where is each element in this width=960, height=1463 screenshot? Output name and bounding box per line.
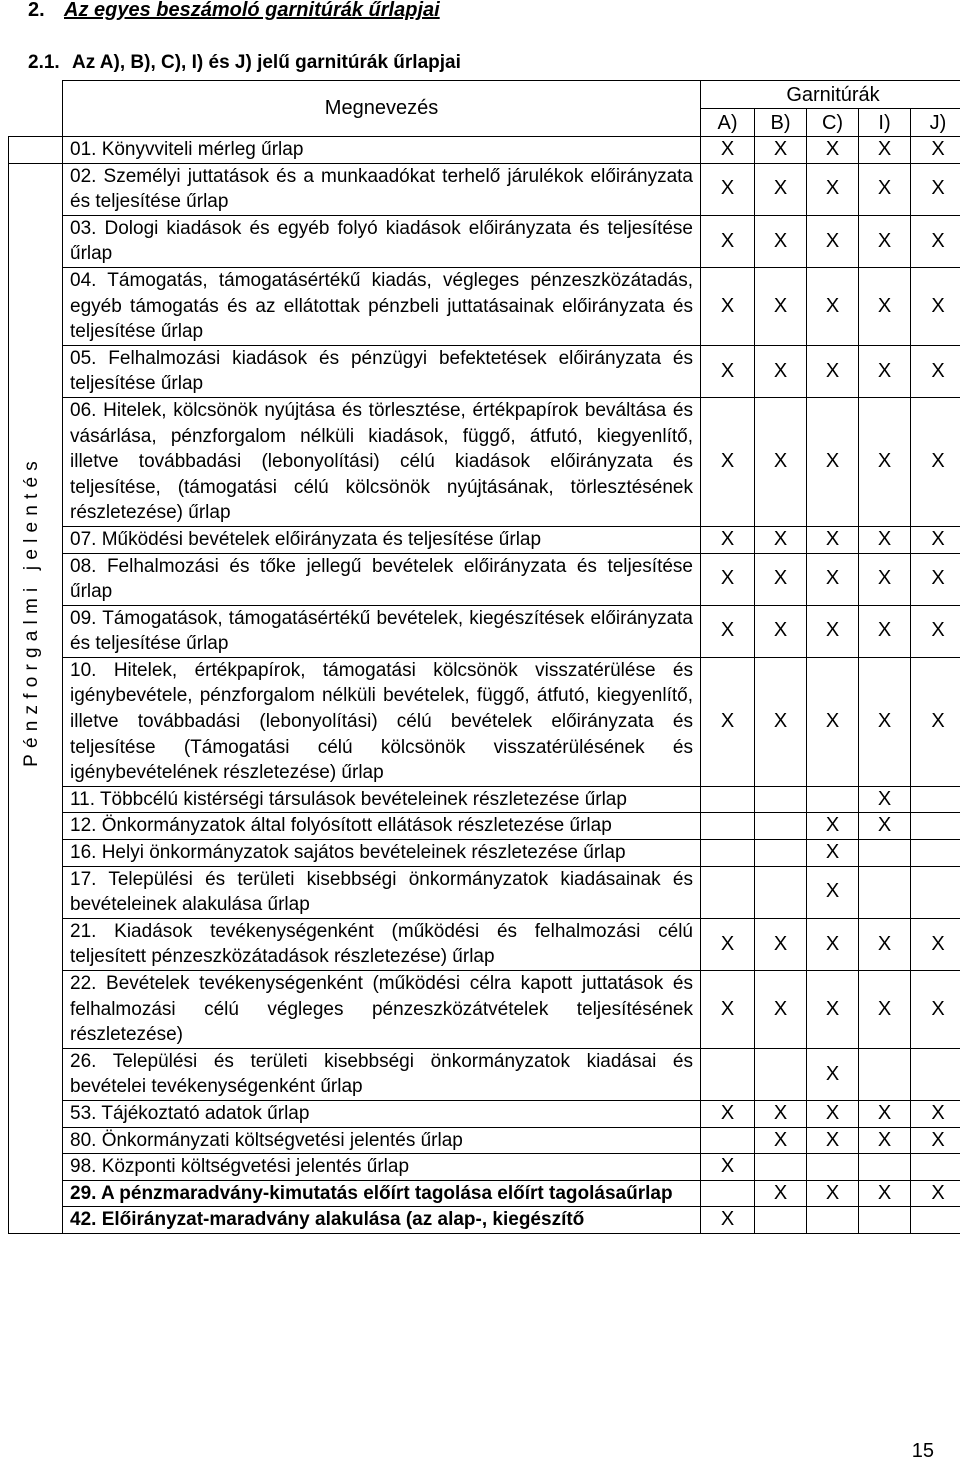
mark-cell: X: [755, 526, 807, 553]
mark-cell: [859, 1207, 911, 1234]
mark-cell: X: [755, 1127, 807, 1154]
table-row: [9, 866, 960, 918]
mark-cell: [755, 1154, 807, 1181]
mark-cell: X: [911, 163, 960, 215]
mark-cell: [911, 1048, 960, 1100]
column-header: C): [807, 109, 859, 137]
mark-cell: [911, 840, 960, 867]
mark-cell: X: [911, 526, 960, 553]
mark-cell: [755, 1207, 807, 1234]
mark-cell: X: [859, 971, 911, 1049]
mark-cell: [755, 813, 807, 840]
column-header: I): [859, 109, 911, 137]
table-row: [9, 1048, 960, 1100]
column-header: J): [911, 109, 960, 137]
mark-cell: [701, 1127, 755, 1154]
form-name: 04. Támogatás, támogatásértékű kiadás, végleges pénzeszközátadás, egyéb támogatás és az ellátottak pénzbeli juttatásainak előirányzata és teljesítése űrlap: [63, 267, 701, 345]
mark-cell: [807, 1154, 859, 1181]
mark-cell: X: [911, 971, 960, 1049]
mark-cell: [911, 866, 960, 918]
table-row: [9, 526, 960, 553]
mark-cell: X: [807, 215, 859, 267]
form-name: 10. Hitelek, értékpapírok, támogatási kölcsönök visszatérülése és igénybevétele, pénzforgalom nélküli bevételek, függő, átfutó, kiegyenlítő, illetve továbbadási (lebonyolítási) célú bevételek előirányzata és teljesítése (Támogatási célú kölcsönök visszatérülésének és igénybevételének részletezése) űrlap: [63, 657, 701, 786]
mark-cell: X: [807, 1048, 859, 1100]
mark-cell: X: [755, 1180, 807, 1207]
mark-cell: X: [755, 605, 807, 657]
subsection-heading: [28, 52, 461, 74]
mark-cell: [911, 786, 960, 813]
form-name: 11. Többcélú kistérségi társulások bevételeinek részletezése űrlap: [63, 786, 701, 813]
mark-cell: [859, 840, 911, 867]
mark-cell: X: [807, 137, 859, 164]
table-row: [9, 1207, 960, 1234]
mark-cell: X: [859, 813, 911, 840]
mark-cell: X: [701, 345, 755, 397]
mark-cell: X: [911, 605, 960, 657]
form-name: 53. Tájékoztató adatok űrlap: [63, 1100, 701, 1127]
mark-cell: X: [807, 866, 859, 918]
mark-cell: X: [755, 163, 807, 215]
mark-cell: [807, 1207, 859, 1234]
form-name: 80. Önkormányzati költségvetési jelentés űrlap: [63, 1127, 701, 1154]
mark-cell: X: [911, 553, 960, 605]
mark-cell: X: [807, 605, 859, 657]
mark-cell: [701, 866, 755, 918]
table-row: [9, 1100, 960, 1127]
mark-cell: X: [807, 918, 859, 970]
column-header: A): [701, 109, 755, 137]
table-row: [9, 657, 960, 786]
form-name: 29. A pénzmaradvány-kimutatás előírt tagolása előírt tagolásaűrlap: [63, 1180, 701, 1207]
mark-cell: [911, 1154, 960, 1181]
mark-cell: [807, 786, 859, 813]
table-row: [9, 840, 960, 867]
mark-cell: [859, 1154, 911, 1181]
table-row: [9, 215, 960, 267]
page-number: 15: [911, 1440, 934, 1462]
mark-cell: X: [755, 397, 807, 526]
table-row: [9, 345, 960, 397]
mark-cell: X: [755, 1100, 807, 1127]
table-row: [9, 267, 960, 345]
mark-cell: X: [807, 1127, 859, 1154]
table-row: [9, 605, 960, 657]
mark-cell: X: [807, 345, 859, 397]
mark-cell: X: [701, 163, 755, 215]
mark-cell: [701, 840, 755, 867]
form-name: 08. Felhalmozási és tőke jellegű bevételek előirányzata és teljesítése űrlap: [63, 553, 701, 605]
mark-cell: X: [701, 1100, 755, 1127]
form-name: 42. Előirányzat-maradvány alakulása (az alap-, kiegészítő: [63, 1207, 701, 1234]
form-name: 22. Bevételek tevékenységenként (működési célra kapott juttatások és felhalmozási célú végleges pénzeszközátvételek teljesítésének részletezése): [63, 971, 701, 1049]
corner-blank: [9, 81, 63, 137]
mark-cell: X: [701, 605, 755, 657]
mark-cell: X: [859, 786, 911, 813]
form-name: 01. Könyvviteli mérleg űrlap: [63, 137, 701, 164]
column-header: B): [755, 109, 807, 137]
table-row: [9, 918, 960, 970]
mark-cell: X: [807, 971, 859, 1049]
form-name: 05. Felhalmozási kiadások és pénzügyi befektetések előirányzata és teljesítése űrlap: [63, 345, 701, 397]
table-row: [9, 813, 960, 840]
mark-cell: [911, 813, 960, 840]
mark-cell: [911, 1207, 960, 1234]
form-name: 26. Települési és területi kisebbségi önkormányzatok kiadásai és bevételei tevékenységenként űrlap: [63, 1048, 701, 1100]
mark-cell: X: [911, 137, 960, 164]
mark-cell: X: [755, 267, 807, 345]
form-name: 12. Önkormányzatok által folyósított ellátások részletezése űrlap: [63, 813, 701, 840]
form-name: 09. Támogatások, támogatásértékű bevételek, kiegészítések előirányzata és teljesítése űrlap: [63, 605, 701, 657]
mark-cell: X: [859, 397, 911, 526]
form-name: 06. Hitelek, kölcsönök nyújtása és törlesztése, értékpapírok beváltása és vásárlása, pénzforgalom nélküli kiadások, függő, átfutó, kiegyenlítő, illetve továbbadási (lebonyolítási) célú kiadások előirányzata és teljesítése, (támogatási célú kölcsönök nyújtásának, törlesztésének részletezése) űrlap: [63, 397, 701, 526]
mark-cell: X: [911, 1127, 960, 1154]
mark-cell: [859, 866, 911, 918]
table-row: [9, 163, 960, 215]
mark-cell: X: [859, 267, 911, 345]
mark-cell: X: [911, 918, 960, 970]
mark-cell: [701, 1180, 755, 1207]
forms-table: [8, 80, 960, 1234]
mark-cell: X: [755, 215, 807, 267]
mark-cell: X: [859, 163, 911, 215]
side-label: Pénzforgalmi jelentés: [21, 455, 42, 767]
mark-cell: X: [911, 657, 960, 786]
mark-cell: X: [755, 918, 807, 970]
mark-cell: X: [911, 345, 960, 397]
mark-cell: X: [701, 1154, 755, 1181]
mark-cell: X: [859, 526, 911, 553]
mark-cell: X: [859, 345, 911, 397]
mark-cell: X: [701, 215, 755, 267]
form-name: 03. Dologi kiadások és egyéb folyó kiadások előirányzata és teljesítése űrlap: [63, 215, 701, 267]
section-heading: [28, 0, 440, 22]
mark-cell: X: [701, 1207, 755, 1234]
table-row: [9, 397, 960, 526]
table-row: [9, 971, 960, 1049]
mark-cell: [701, 786, 755, 813]
mark-cell: X: [755, 137, 807, 164]
mark-cell: X: [859, 553, 911, 605]
mark-cell: [859, 1048, 911, 1100]
mark-cell: X: [807, 840, 859, 867]
mark-cell: X: [701, 526, 755, 553]
mark-cell: X: [911, 1180, 960, 1207]
name-header: Megnevezés: [63, 81, 701, 137]
mark-cell: X: [859, 1180, 911, 1207]
mark-cell: [755, 786, 807, 813]
mark-cell: X: [911, 1100, 960, 1127]
form-name: 02. Személyi juttatások és a munkaadókat terhelő járulékok előirányzata és teljesítése űrlap: [63, 163, 701, 215]
mark-cell: X: [755, 553, 807, 605]
mark-cell: [701, 813, 755, 840]
table-row: [9, 553, 960, 605]
mark-cell: X: [807, 813, 859, 840]
mark-cell: X: [807, 267, 859, 345]
mark-cell: X: [859, 657, 911, 786]
mark-cell: X: [701, 918, 755, 970]
mark-cell: [755, 840, 807, 867]
mark-cell: X: [807, 553, 859, 605]
mark-cell: X: [755, 345, 807, 397]
mark-cell: X: [701, 657, 755, 786]
form-name: 21. Kiadások tevékenységenként (működési és felhalmozási célú teljesített pénzeszközátadások részletezése) űrlap: [63, 918, 701, 970]
mark-cell: X: [755, 657, 807, 786]
mark-cell: [755, 1048, 807, 1100]
subsection-number: 2.1.: [28, 52, 60, 73]
mark-cell: X: [701, 137, 755, 164]
table-row: [9, 1127, 960, 1154]
mark-cell: X: [911, 397, 960, 526]
subsection-title: Az A), B), C), I) és J) jelű garnitúrák űrlapjai: [72, 52, 461, 73]
mark-cell: X: [807, 397, 859, 526]
mark-cell: [755, 866, 807, 918]
mark-cell: [701, 1048, 755, 1100]
mark-cell: X: [859, 137, 911, 164]
table-row: [9, 1180, 960, 1207]
mark-cell: X: [859, 605, 911, 657]
form-name: 07. Működési bevételek előirányzata és teljesítése űrlap: [63, 526, 701, 553]
section-title: Az egyes beszámoló garnitúrák űrlapjai: [64, 0, 440, 21]
form-name: 98. Központi költségvetési jelentés űrlap: [63, 1154, 701, 1181]
mark-cell: X: [807, 526, 859, 553]
mark-cell: X: [701, 397, 755, 526]
mark-cell: X: [807, 1180, 859, 1207]
mark-cell: X: [859, 1100, 911, 1127]
mark-cell: X: [911, 215, 960, 267]
side-label-cell: [9, 163, 63, 1233]
table-row: [9, 137, 960, 164]
mark-cell: X: [755, 971, 807, 1049]
section-number: 2.: [28, 0, 45, 21]
mark-cell: X: [859, 918, 911, 970]
mark-cell: X: [701, 267, 755, 345]
mark-cell: X: [807, 657, 859, 786]
mark-cell: X: [701, 553, 755, 605]
mark-cell: X: [807, 163, 859, 215]
row-label-empty: [9, 137, 63, 164]
table-row: [9, 1154, 960, 1181]
group-header: Garnitúrák: [701, 81, 960, 109]
table-row: [9, 786, 960, 813]
form-name: 17. Települési és területi kisebbségi önkormányzatok kiadásainak és bevételeinek alakulása űrlap: [63, 866, 701, 918]
mark-cell: X: [701, 971, 755, 1049]
mark-cell: X: [807, 1100, 859, 1127]
mark-cell: X: [859, 1127, 911, 1154]
mark-cell: X: [911, 267, 960, 345]
form-name: 16. Helyi önkormányzatok sajátos bevételeinek részletezése űrlap: [63, 840, 701, 867]
mark-cell: X: [859, 215, 911, 267]
